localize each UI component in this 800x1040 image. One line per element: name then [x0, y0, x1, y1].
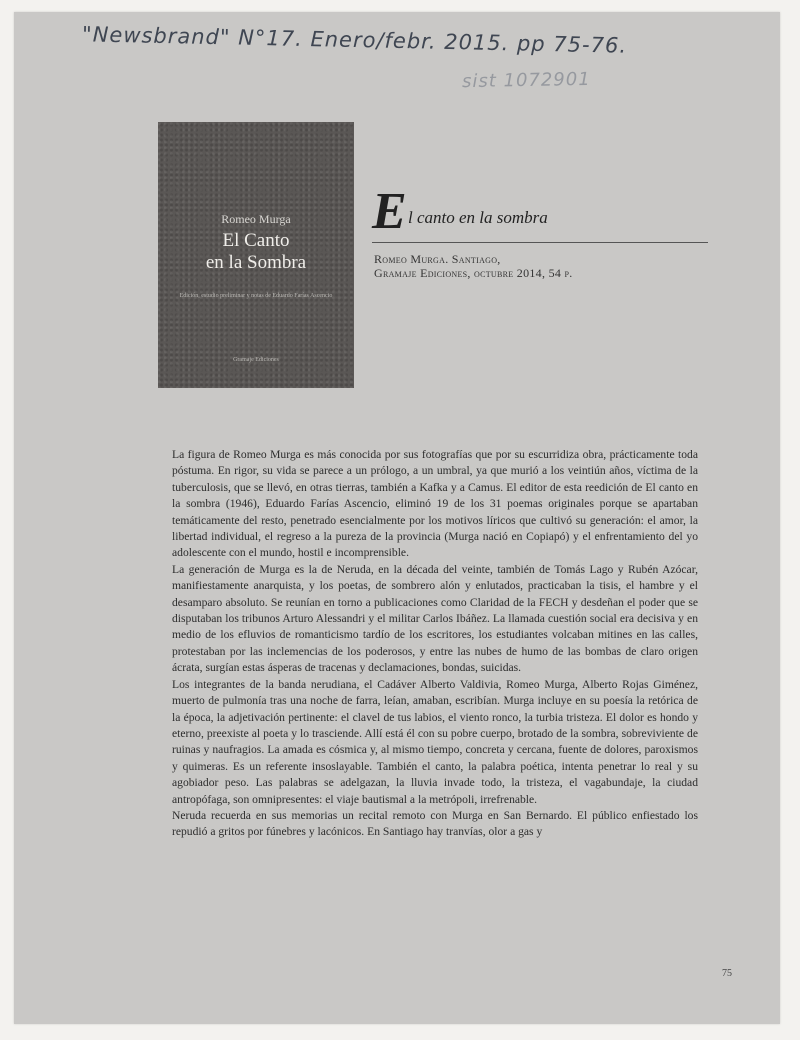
handwritten-id-stamp: sist 1072901 [461, 68, 591, 93]
cover-title-line1: El Canto [222, 230, 290, 251]
cover-publisher: Gramaje Ediciones [233, 357, 279, 363]
handwritten-citation: "Newsbrand" N°17. Enero/febr. 2015. pp 75-76. [81, 22, 628, 58]
title-dropcap: E [372, 183, 407, 240]
title-rule [372, 242, 708, 243]
body-paragraph: Los integrantes de la banda nerudiana, el Cadáver Alberto Valdivia, Romeo Murga, Alberto Rojas Giménez, muerto de pulmonía tras una noche de farra, leían, amaban, escribían. Murga incluye en su poesía la retórica de la época, la adjetivación pertinente: el clavel de tus labios, el viento ronco, la turbia tristeza. El dolor es hondo y eterno, preexiste al poeta y lo trasciende. Allí está él con su pobre cuerpo, brotado de la sombra, sobreviviente de ruinas y naufragios. La amada es cósmica y, al mismo tiempo, concreta y cercana, fuente de dolores, paroxismos y quimeras. Es un referente insoslayable. También el canto, la palabra poética, intenta penetrar lo real y su agobiador peso. Las palabras se adelgazan, la lluvia invade todo, la tristeza, el vagabundaje, la ciudad antropófaga, son omnipresentes: el viaje bautismal a la metrópoli, irrefrenable. [172, 677, 698, 806]
review-body [172, 447, 698, 841]
review-meta-author: Romeo Murga. Santiago, [374, 252, 501, 266]
review-title [372, 183, 708, 240]
cover-title [158, 230, 354, 274]
review-meta-publisher: Gramaje Ediciones, octubre 2014, 54 p. [374, 266, 573, 280]
review-header [372, 183, 708, 280]
cover-subtitle: Edición, estudio preliminar y notas de Eduardo Farías Ascencio [179, 293, 333, 299]
review-bibliographic-info [374, 252, 573, 280]
book-cover-image [158, 122, 354, 388]
page-number: 75 [722, 968, 732, 979]
title-text: l canto en la sombra [408, 208, 548, 227]
body-paragraph: Neruda recuerda en sus memorias un recital remoto con Murga en San Bernardo. El público enfiestado los repudió a gritos por fúnebres y lacónicos. En Santiago hay tranvías, olor a gas y [172, 808, 698, 839]
cover-title-line2: en la Sombra [205, 252, 307, 273]
body-paragraph: La generación de Murga es la de Neruda, en la década del veinte, también de Tomás Lago y Rubén Azócar, manifiestamente anarquista, y los poetas, de sombrero alón y enlutados, practicaban la tisis, el hambre y el desamparo absoluto. Se reunían en torno a publicaciones como Claridad de la FECH y desdeñan el poder que se disputaban los tribunos Arturo Alessandri y el militar Carlos Ibáñez. La llamada cuestión social era decisiva y en medio de los efluvios de romanticismo tardío de los escritores, los estudiantes volcaban mitines en las calles, protestaban por las inclemencias de los poderosos, y entre las nubes de humo de las bombas de claro origen ácrata, surgían estas ásperas de tracenas y declamaciones, bondas, suicidas. [172, 562, 698, 675]
body-paragraph: La figura de Romeo Murga es más conocida por sus fotografías que por su escurridiza obra, prácticamente toda póstuma. En rigor, su vida se parece a un prólogo, a un umbral, ya que murió a los veintiún años, víctima de la tuberculosis, que se llevó, en otras tierras, también a Kafka y a Camus. El editor de esta reedición de El canto en la sombra (1946), Eduardo Farías Ascencio, eliminó 19 de los 31 poemas originales porque se apartaban temáticamente del resto, penetrado esencialmente por los motivos líricos que cultivó su generación: el amor, la libertad individual, el regreso a la pureza de la provincia (Murga nació en Copiapó) y el enfrentamiento del yo adolescente con el mundo, hostil e incomprensible. [172, 448, 698, 560]
cover-author: Romeo Murga [221, 212, 291, 226]
